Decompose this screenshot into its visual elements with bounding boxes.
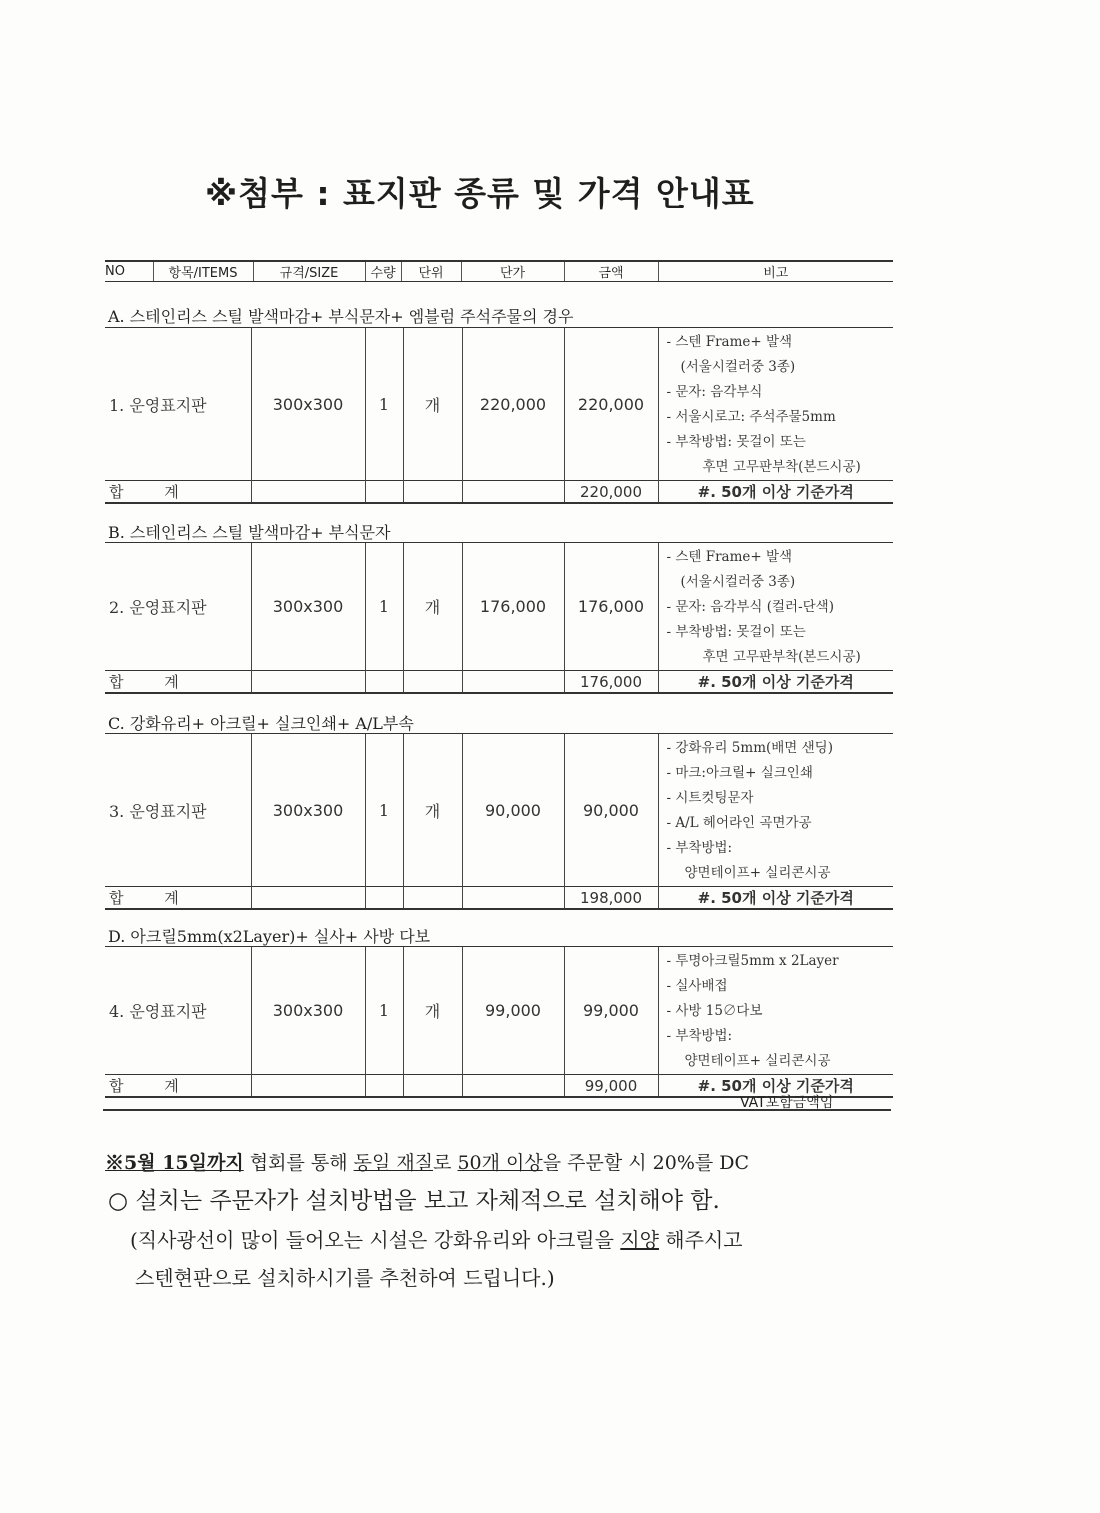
section-title: A. 스테인리스 스틸 발색마감+ 부식문자+ 엠블럼 주석주물의 경우 [108, 307, 574, 326]
vat-rule [103, 1109, 891, 1111]
note-line: - 투명아크릴5mm x 2Layer [666, 953, 839, 969]
item-unit: 개 [403, 328, 462, 481]
note-line: - 부착방법: 못걸이 또는 [666, 624, 806, 640]
note-line: - 시트컷팅문자 [666, 790, 754, 806]
vat-note: VAT포함금액임 [740, 1095, 834, 1111]
note-line: 양면테이프+ 실리콘시공 [684, 865, 831, 881]
page-title: ※첨부 : 표지판 종류 및 가격 안내표 [205, 174, 755, 213]
table-row [105, 734, 893, 887]
item-qty: 1 [365, 543, 403, 671]
note-line: 양면테이프+ 실리콘시공 [684, 1053, 831, 1069]
sum-note: #. 50개 이상 기준가격 [658, 671, 893, 694]
section-table [105, 947, 893, 1098]
item-size: 300x300 [251, 543, 365, 671]
item-notes [658, 543, 893, 671]
sum-note: #. 50개 이상 기준가격 [658, 887, 893, 910]
sum-label: 합 계 [105, 887, 251, 910]
section-table [105, 328, 893, 504]
item-amount: 90,000 [564, 734, 658, 887]
item-amount: 176,000 [564, 543, 658, 671]
sum-note: #. 50개 이상 기준가격 [658, 1075, 893, 1098]
item-name: 2. 운영표지판 [109, 598, 207, 617]
item-qty: 1 [365, 734, 403, 887]
note-line: - 스텐 Frame+ 발색 [666, 334, 793, 350]
table-row [105, 543, 893, 671]
item-unit: 개 [403, 543, 462, 671]
item-unit-price: 90,000 [462, 734, 564, 887]
sum-label: 합 계 [105, 481, 251, 504]
header-no: NO [105, 261, 153, 282]
footer-discount-line: ※5월 15일까지 협회를 통해 동일 재질로 50개 이상을 주문할 시 20%를 DC [105, 1152, 750, 1174]
section-table [105, 543, 893, 694]
note-line: (서울시컬러중 3종) [680, 574, 796, 590]
item-notes [658, 947, 893, 1075]
table-row [105, 328, 893, 481]
note-line: (서울시컬러중 3종) [680, 359, 796, 375]
note-line: - 실사배접 [666, 978, 728, 994]
item-unit-price: 99,000 [462, 947, 564, 1075]
sum-row [105, 671, 893, 694]
sum-amount: 176,000 [564, 671, 658, 694]
sum-label: 합 계 [105, 1075, 251, 1098]
header-amount: 금액 [564, 261, 658, 282]
item-size: 300x300 [251, 328, 365, 481]
sum-label: 합 계 [105, 671, 251, 694]
item-unit-price: 176,000 [462, 543, 564, 671]
item-unit: 개 [403, 947, 462, 1075]
item-size: 300x300 [251, 947, 365, 1075]
sum-row [105, 481, 893, 504]
sum-amount: 99,000 [564, 1075, 658, 1098]
note-line: - A/L 헤어라인 곡면가공 [666, 815, 812, 831]
sum-note: #. 50개 이상 기준가격 [658, 481, 893, 504]
section-title: C. 강화유리+ 아크릴+ 실크인쇄+ A/L부속 [108, 714, 414, 733]
note-line: - 마크:아크릴+ 실크인쇄 [666, 765, 813, 781]
note-line: 후면 고무판부착(본드시공) [702, 459, 861, 475]
item-size: 300x300 [251, 734, 365, 887]
item-amount: 99,000 [564, 947, 658, 1075]
note-line: - 부착방법: [666, 1028, 733, 1044]
header-size: 규격/SIZE [253, 261, 365, 282]
header-unit-price: 단가 [461, 261, 564, 282]
table-header [105, 260, 893, 282]
note-line: - 사방 15∅다보 [666, 1003, 763, 1019]
note-line: - 서울시로고: 주석주물5mm [666, 409, 836, 425]
section-table [105, 734, 893, 910]
header-remarks: 비고 [658, 261, 893, 282]
item-name: 1. 운영표지판 [109, 395, 207, 415]
note-line: 후면 고무판부착(본드시공) [702, 649, 861, 665]
item-amount: 220,000 [564, 328, 658, 481]
header-items: 항목/ITEMS [153, 261, 253, 282]
item-name: 4. 운영표지판 [109, 1002, 207, 1021]
item-notes [658, 734, 893, 887]
section-title: B. 스테인리스 스틸 발색마감+ 부식문자 [108, 523, 391, 542]
footer-note-line-2: 스텐현판으로 설치하시기를 추천하여 드립니다.) [135, 1266, 555, 1290]
sum-amount: 198,000 [564, 887, 658, 910]
item-qty: 1 [365, 947, 403, 1075]
header-unit: 단위 [401, 261, 461, 282]
item-unit-price: 220,000 [462, 328, 564, 481]
footer-install-line: ○ 설치는 주문자가 설치방법을 보고 자체적으로 설치해야 함. [108, 1188, 720, 1214]
header-qty: 수량 [365, 261, 401, 282]
note-line: - 스텐 Frame+ 발색 [666, 549, 793, 565]
note-line: - 부착방법: [666, 840, 733, 856]
table-row [105, 947, 893, 1075]
note-line: - 강화유리 5mm(배면 샌딩) [666, 740, 833, 756]
note-line: - 부착방법: 못걸이 또는 [666, 434, 806, 450]
item-unit: 개 [403, 734, 462, 887]
note-line: - 문자: 음각부식 [666, 384, 763, 400]
sum-row [105, 887, 893, 910]
item-qty: 1 [365, 328, 403, 481]
item-notes [658, 328, 893, 481]
item-name: 3. 운영표지판 [109, 801, 207, 821]
note-line: - 문자: 음각부식 (컬러-단색) [666, 599, 834, 615]
sum-amount: 220,000 [564, 481, 658, 504]
footer-note-line-1: (직사광선이 많이 들어오는 시설은 강화유리와 아크릴을 지양 해주시고 [130, 1228, 743, 1252]
section-title: D. 아크릴5mm(x2Layer)+ 실사+ 사방 다보 [108, 927, 431, 946]
